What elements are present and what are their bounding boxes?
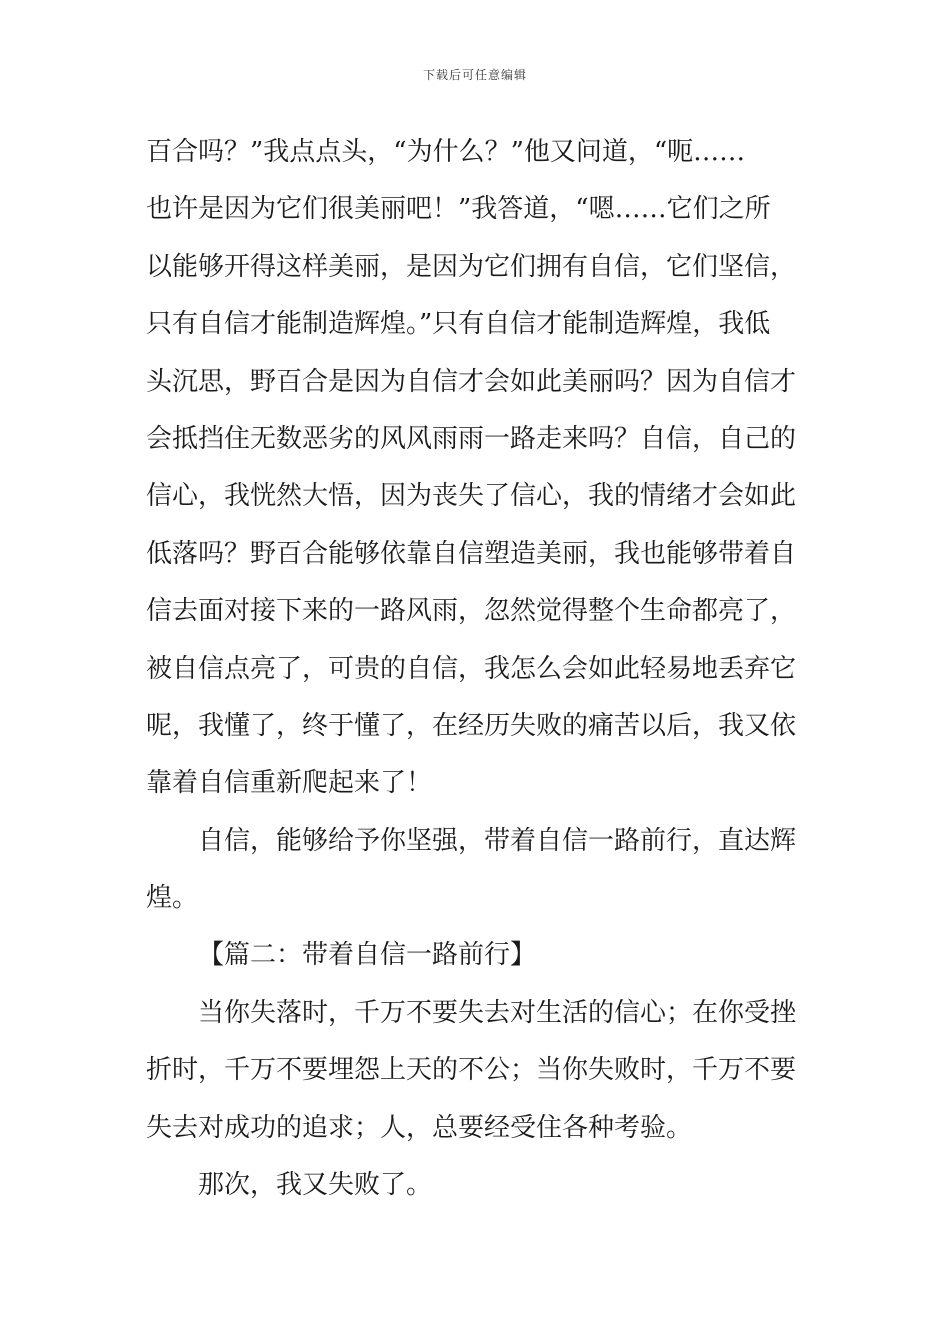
text-line: 头沉思，野百合是因为自信才会如此美丽吗？因为自信才 — [146, 366, 797, 397]
body-text — [146, 124, 806, 1214]
text-line: 低落吗？野百合能够依靠自信塑造美丽，我也能够带着自 — [146, 538, 797, 569]
text-line: 信去面对接下来的一路风雨，忽然觉得整个生命都亮了， — [146, 596, 797, 627]
text-line: 【篇二：带着自信一路前行】 — [198, 940, 537, 971]
text-line: 那次，我又失败了。 — [198, 1170, 433, 1201]
text-line: 失去对成功的追求；人，总要经受住各种考验。 — [146, 1112, 693, 1143]
text-line: 也许是因为它们很美丽吧！”我答道，“嗯……它们之所 — [146, 194, 771, 225]
text-line: 被自信点亮了，可贵的自信，我怎么会如此轻易地丢弃它 — [146, 653, 797, 684]
page-header: 下载后可任意编辑 — [422, 68, 527, 82]
text-line: 只有自信才能制造辉煌。”只有自信才能制造辉煌，我低 — [146, 309, 771, 340]
text-line: 以能够开得这样美丽，是因为它们拥有自信，它们坚信， — [146, 251, 797, 282]
text-line: 会抵挡住无数恶劣的风风雨雨一路走来吗？自信，自己的 — [146, 423, 797, 454]
text-line: 煌。 — [146, 883, 199, 914]
text-line: 呢，我懂了，终于懂了，在经历失败的痛苦以后，我又依 — [146, 710, 797, 741]
text-line: 信心，我恍然大悟，因为丧失了信心，我的情绪才会如此 — [146, 481, 797, 512]
text-line: 靠着自信重新爬起来了！ — [146, 768, 433, 799]
text-line: 百合吗？”我点点头，“为什么？”他又问道，“呃…… — [146, 137, 746, 167]
text-line: 自信，能够给予你坚强，带着自信一路前行，直达辉 — [198, 825, 797, 856]
text-line: 折时，千万不要埋怨上天的不公；当你失败时，千万不要 — [146, 1055, 797, 1086]
text-line: 当你失落时，千万不要失去对生活的信心；在你受挫 — [198, 997, 797, 1028]
